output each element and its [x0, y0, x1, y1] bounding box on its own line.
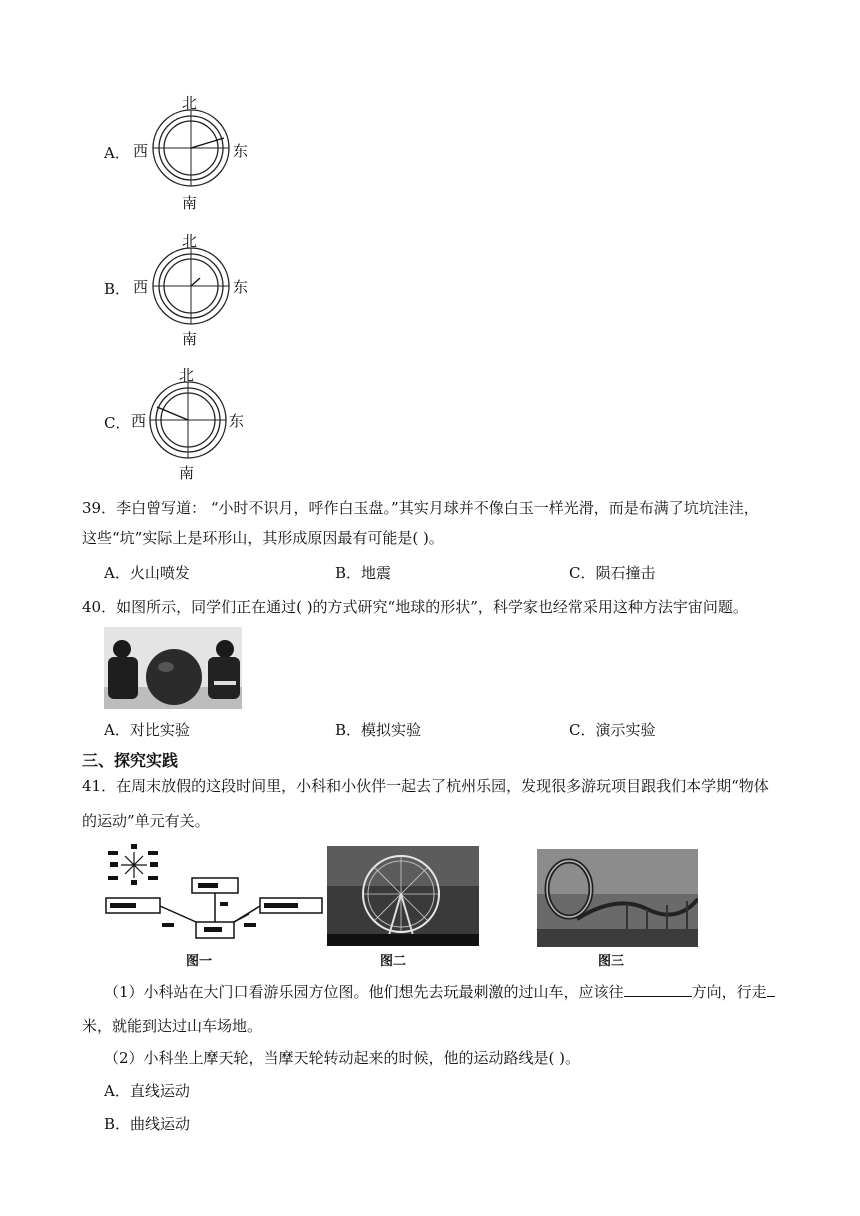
- compass-north-label: 北: [182, 232, 198, 250]
- compass-west-label: 西: [131, 412, 147, 430]
- q40-option-c: C．演示实验: [569, 721, 656, 739]
- answer-blank-distance[interactable]: [767, 982, 775, 997]
- option-letter: A．: [104, 144, 130, 162]
- q39-option-a: A．火山喷发: [104, 564, 190, 582]
- compass-south-label: 南: [182, 194, 198, 212]
- compass-north-label: 北: [179, 366, 195, 384]
- compass-option-c: [100, 364, 260, 484]
- q41-line2: 的运动”单元有关。: [82, 812, 210, 830]
- ferris-wheel-photo: [327, 846, 479, 946]
- q41-sub2-option-a: A．直线运动: [104, 1082, 190, 1100]
- park-map-figure: [104, 840, 326, 946]
- q39-option-c: C．陨石撞击: [569, 564, 656, 582]
- compass-north-label: 北: [182, 94, 198, 112]
- q41-sub2-option-b: B．曲线运动: [104, 1115, 191, 1133]
- compass-option-b: [100, 230, 260, 350]
- q40-line1: 40．如图所示，同学们正在通过( )的方式研究“地球的形状”，科学家也经常采用这种方法宇宙问题。: [82, 598, 748, 616]
- q40-option-b: B．模拟实验: [335, 721, 422, 739]
- compass-west-label: 西: [133, 278, 149, 296]
- q41-line1: 41．在周末放假的这段时间里，小科和小伙伴一起去了杭州乐园，发现很多游玩项目跟我们本学期“物体: [82, 777, 769, 795]
- roller-coaster-photo: [537, 849, 698, 947]
- q41-sub1-line2: 米，就能到达过山车场地。: [82, 1017, 263, 1035]
- compass-south-label: 南: [179, 464, 195, 482]
- compass-dial: [147, 379, 229, 461]
- figure-caption-1: 图一: [186, 954, 213, 969]
- compass-option-a: [100, 92, 260, 212]
- q40-option-a: A．对比实验: [104, 721, 190, 739]
- option-letter: B．: [104, 280, 131, 298]
- q39-option-b: B．地震: [335, 564, 392, 582]
- park-map-drawing: [104, 840, 326, 946]
- compass-dial: [150, 245, 232, 327]
- section-title: 三、探究实践: [82, 751, 179, 770]
- q41-sub1-line1: [104, 982, 775, 1002]
- compass-west-label: 西: [133, 142, 149, 160]
- compass-south-label: 南: [182, 330, 198, 348]
- q39-line1: 39．李白曾写道： “小时不识月，呼作白玉盘。”其实月球并不像白玉一样光滑，而是布满了坑坑洼洼，: [82, 499, 759, 517]
- compass-east-label: 东: [233, 142, 249, 160]
- q41-sub1-text-b: 方向，行走: [691, 983, 767, 1001]
- q41-sub2: （2）小科坐上摩天轮，当摩天轮转动起来的时候，他的运动路线是( )。: [104, 1049, 581, 1067]
- q41-sub1-text-a: （1）小科站在大门口看游乐园方位图。他们想先去玩最刺激的过山车，应该往: [104, 983, 624, 1001]
- globe-model-photo: [104, 627, 242, 709]
- answer-blank-direction[interactable]: [624, 982, 692, 997]
- figure-caption-2: 图二: [380, 954, 407, 969]
- compass-dial: [150, 107, 232, 189]
- q39-line2: 这些“坑”实际上是环形山，其形成原因最有可能是( )。: [82, 529, 444, 547]
- compass-east-label: 东: [233, 278, 249, 296]
- compass-east-label: 东: [229, 412, 245, 430]
- figure-caption-3: 图三: [598, 954, 625, 969]
- option-letter: C．: [104, 414, 131, 432]
